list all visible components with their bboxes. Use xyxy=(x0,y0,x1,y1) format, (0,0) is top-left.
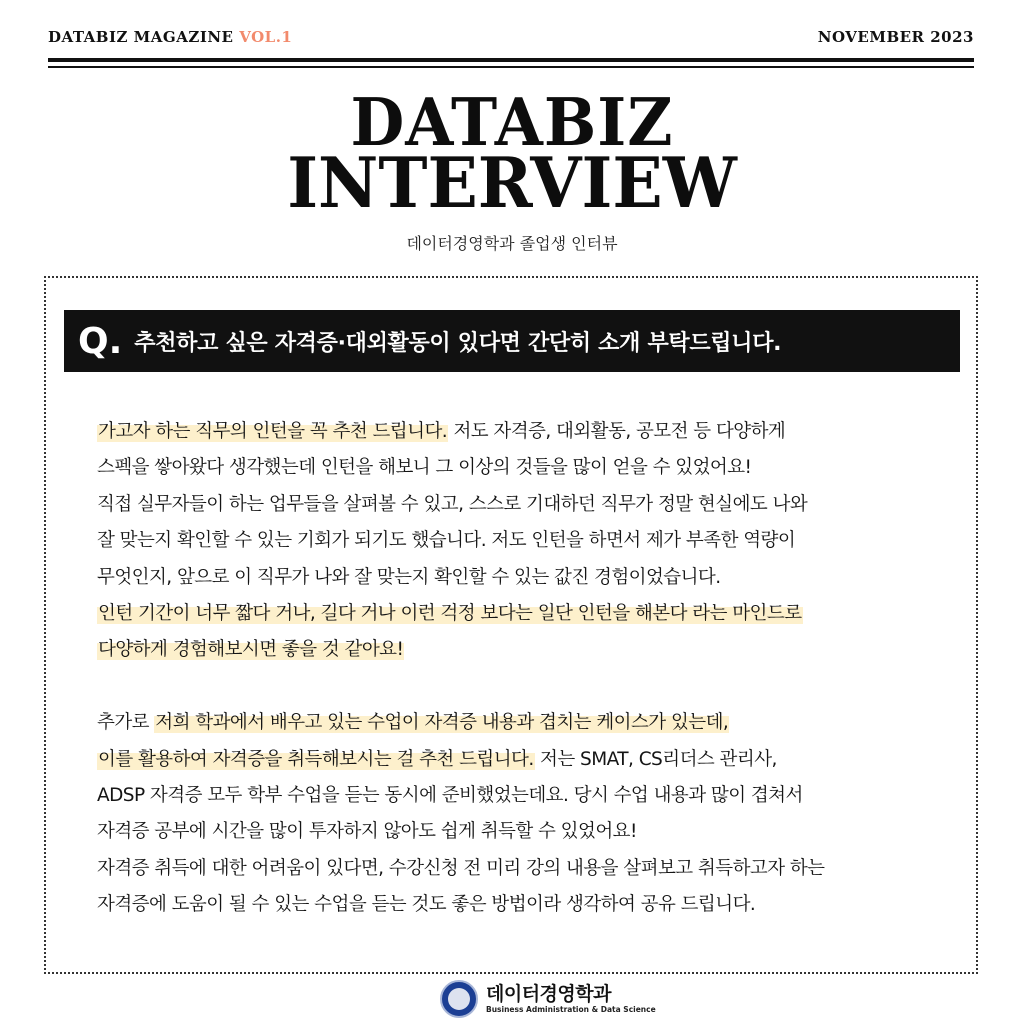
subtitle: 데이터경영학과 졸업생 인터뷰 xyxy=(406,234,618,253)
answer-line xyxy=(97,705,967,741)
issue-date: NOVEMBER 2023 xyxy=(817,28,974,46)
answer-line: 스펙을 쌓아왔다 생각했는데 인턴을 해보니 그 이상의 것들을 많이 얻을 수 있었어요! xyxy=(97,457,752,479)
answer-line xyxy=(97,632,967,668)
magazine-label xyxy=(48,28,292,46)
magazine-name: DATABIZ MAGAZINE xyxy=(48,28,234,46)
emblem-center xyxy=(448,988,470,1010)
title-line-1: DATABIZ xyxy=(350,84,674,161)
answer-line xyxy=(97,596,967,632)
answer-text: 저도 자격증, 대외활동, 공모전 등 다양하게 xyxy=(448,421,786,442)
question-text: 추천하고 싶은 자격증·대외활동이 있다면 간단히 소개 부탁드립니다. xyxy=(134,330,782,356)
answer-line xyxy=(97,414,967,450)
question-mark-label: Q. xyxy=(78,320,123,362)
answer-line: 자격증 취득에 대한 어려움이 있다면, 수강신청 전 미리 강의 내용을 살펴보고 취득하고자 하는 xyxy=(97,857,825,879)
answer-line: 직접 실무자들이 하는 업무들을 살펴볼 수 있고, 스스로 기대하던 직무가 정말 현실에도 나와 xyxy=(97,493,808,515)
magazine-volume: VOL.1 xyxy=(239,28,293,46)
answer-line: ADSP 자격증 모두 학부 수업을 듣는 동시에 준비했었는데요. 당시 수업 내용과 많이 겹쳐서 xyxy=(97,784,803,806)
answer-line: 자격증에 도움이 될 수 있는 수업을 듣는 것도 좋은 방법이라 생각하여 공유 드립니다. xyxy=(97,894,756,916)
answer-line: 무엇인지, 앞으로 이 직무가 나와 잘 맞는지 확인할 수 있는 값진 경험이었습니다. xyxy=(97,566,721,588)
department-text xyxy=(486,984,656,1015)
highlighted-text: 이를 활용하여 자격증을 취득해보시는 걸 추천 드립니다. xyxy=(98,748,534,770)
paragraph-gap xyxy=(97,669,967,705)
answer-text: 추가로 xyxy=(97,712,155,734)
highlighted-text: 다양하게 경험해보시면 좋을 것 같아요! xyxy=(98,639,404,661)
answer-line xyxy=(97,742,967,778)
answer-line: 자격증 공부에 시간을 많이 투자하지 않아도 쉽게 취득할 수 있었어요! xyxy=(97,821,637,843)
answer-line: 잘 맞는지 확인할 수 있는 기회가 되기도 했습니다. 저도 인턴을 하면서 제가 부족한 역량이 xyxy=(97,530,796,552)
highlighted-text: 저희 학과에서 배우고 있는 수업이 자격증 내용과 겹치는 케이스가 있는데, xyxy=(155,712,729,734)
title-line-2: INTERVIEW xyxy=(287,142,737,224)
highlighted-text: 인턴 기간이 너무 짧다 거나, 길다 거나 이런 걱정 보다는 일단 인턴을 해본다 라는 마인드로 xyxy=(98,602,802,624)
highlighted-text: 가고자 하는 직무의 인턴을 꼭 추천 드립니다. xyxy=(98,421,448,442)
answer-text: 저는 SMAT, CS리더스 관리사, xyxy=(534,748,777,770)
answer-body xyxy=(97,414,967,923)
department-logo xyxy=(440,976,656,1022)
header-rule-thick xyxy=(48,58,974,62)
header-rule-thin xyxy=(48,66,974,68)
department-english-name: Business Administration & Data Science xyxy=(486,1004,656,1014)
department-name: 데이터경영학과 xyxy=(486,982,611,1005)
university-emblem-icon xyxy=(440,980,478,1018)
masthead xyxy=(48,28,974,48)
question-banner xyxy=(64,310,960,372)
